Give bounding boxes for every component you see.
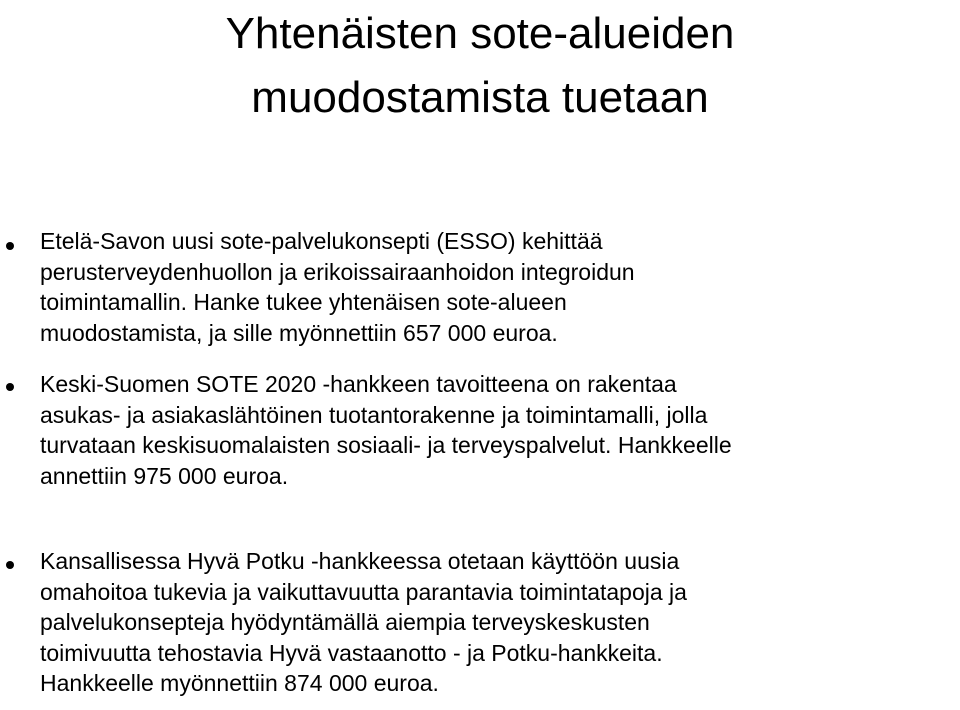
slide-title [150, 0, 810, 130]
bullet-text: Kansallisessa Hyvä Potku -hankkeessa otetaan käyttöön uusia omahoitoa tukevia ja vaikuttavuutta parantavia toimintatapoja ja palvelukonsepteja hyödyntämällä aiempia terveyskeskusten toimivuutta tehostavia Hyvä vastaanotto - ja Potku-hankkeita. Hankkeelle myönnettiin 874 000 euroa. [40, 548, 687, 696]
bullet-text: Etelä-Savon uusi sote-palvelukonsepti (ESSO) kehittää perusterveydenhuollon ja erikoissairaanhoidon integroidun toimintamallin. Hanke tukee yhtenäisen sote-alueen muodostamista, ja sille myönnettiin 657 000 euroa. [40, 228, 635, 346]
slide-title-line-1: Yhtenäisten sote-alueiden [225, 9, 735, 58]
bullet-dot-icon [6, 383, 14, 391]
slide-title-line-2: muodostamista tuetaan [251, 73, 709, 122]
bullet-dot-icon [6, 242, 14, 250]
bullet-dot-icon [6, 561, 14, 569]
bullet-text: Keski-Suomen SOTE 2020 -hankkeen tavoitteena on rakentaa asukas- ja asiakaslähtöinen tuotantorakenne ja toimintamalli, jolla turvataan keskisuomalaisten sosiaali- ja terveyspalvelut. Hankkeelle annettiin 975 000 euroa. [40, 371, 732, 489]
